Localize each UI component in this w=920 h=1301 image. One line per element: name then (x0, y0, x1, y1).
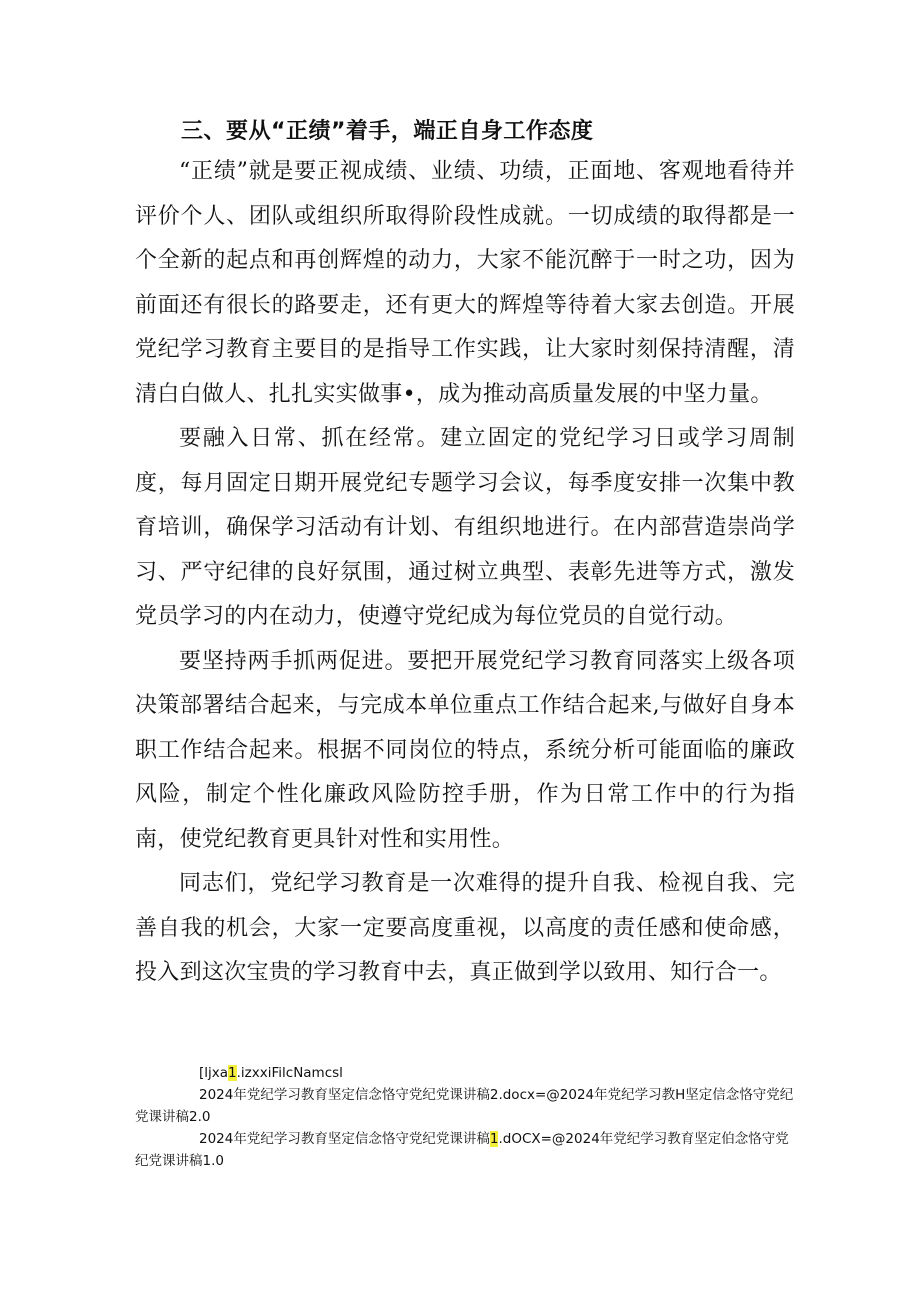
section-heading: 三、要从“正绩”着手，端正自身工作态度 (181, 119, 594, 144)
paragraph-4: 同志们，党纪学习教育是一次难得的提升自我、检视自我、完善自我的机会，大家一定要高度重视，以高度的责任感和使命感，投入到这次宝贵的学习教育中去，真正做到学以致用、知行合一。 (135, 871, 795, 985)
paragraph-1: “正绩”就是要正视成绩、业绩、功绩，正面地、客观地看待并评价个人、团队或组织所取得阶段性成就。一切成绩的取得都是一个全新的起点和再创辉煌的动力，大家不能沉醉于一时之功，因为前面还有很长的路要走，还有更大的辉煌等待着大家去创造。开展党纪学习教育主要目的是指导工作实践，让大家时刻保持清醒，清清白白做人、扎扎实实做事•，成为推动高质量发展的中坚力量。 (135, 159, 795, 407)
document-body (135, 150, 795, 996)
note-line-3-suffix: .dOCX=@2024年党纪学习教育坚定伯念恪守党纪党课讲稿1.0 (135, 1131, 789, 1169)
note-line-1-suffix: .izxxiFilcNamcsl (236, 1065, 343, 1081)
note-line-1 (135, 1062, 795, 1084)
paragraph-2: 要融入日常、抓在经常。建立固定的党纪学习日或学习周制度，每月固定日期开展党纪专题学习会议，每季度安排一次集中教育培训，确保学习活动有计划、有组织地进行。在内部营造崇尚学习、严守纪律的良好氛围，通过树立典型、表彰先进等方式，激发党员学习的内在动力，使遵守党纪成为每位党员的自觉行动。 (135, 426, 795, 629)
note-line-1-prefix: [ljxa (199, 1065, 229, 1081)
note-line-2: 2024年党纪学习教育坚定信念恪守党纪党课讲稿2.docx=@2024年党纪学习教H坚定信念恪守党纪党课讲稿2.0 (135, 1087, 794, 1125)
highlighted-number: 1 (228, 1065, 237, 1081)
highlighted-number: 1 (489, 1131, 499, 1147)
note-line-3 (135, 1128, 795, 1172)
note-line-3-prefix: 2024年党纪学习教育坚定信念恪守党纪党课讲稿 (199, 1131, 490, 1147)
file-name-notes (135, 1062, 795, 1172)
paragraph-3: 要坚持两手抓两促进。要把开展党纪学习教育同落实上级各项决策部署结合起来，与完成本单位重点工作结合起来,与做好自身本职工作结合起来。根据不同岗位的特点，系统分析可能面临的廉政风险，制定个性化廉政风险防控手册，作为日常工作中的行为指南，使党纪教育更具针对性和实用性。 (135, 648, 795, 852)
